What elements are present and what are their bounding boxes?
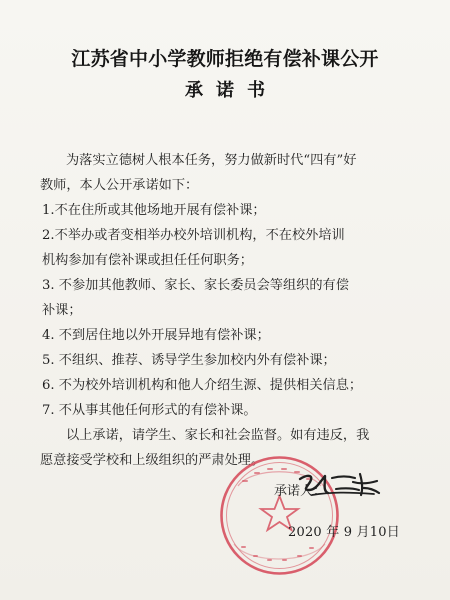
- commitment-body: [40, 148, 414, 473]
- closing-line-2: 愿意接受学校和上级组织的严肃处理。: [40, 453, 265, 468]
- page-title-line-2: 承诺书: [185, 80, 278, 101]
- commitment-item: 6. 不为校外培训机构和他人介绍生源、提供相关信息；: [42, 378, 363, 393]
- commitment-item: 2.不举办或者变相举办校外培训机构，不在校外培训: [42, 228, 345, 243]
- commitment-item: 4. 不到居住地以外开展异地有偿补课；: [42, 328, 270, 343]
- commitment-item: 5. 不组织、推荐、诱导学生参加校内外有偿补课；: [42, 353, 336, 368]
- page-title-line-1: 江苏省中小学教师拒绝有偿补课公开: [71, 48, 379, 70]
- commitment-item: 7. 不从事其他任何形式的有偿补课。: [42, 403, 257, 418]
- closing-line-1: 以上承诺，请学生、家长和社会监督。如有违反，我: [66, 428, 370, 443]
- commitment-item: 1.不在住所或其他场地开展有偿补课；: [42, 203, 266, 218]
- signature-label: 承诺人：: [274, 484, 327, 499]
- intro-line-2: 教师，本人公开承诺如下：: [40, 178, 199, 193]
- commitment-item: 补课；: [42, 303, 82, 318]
- commitment-item: 机构参加有偿补课或担任任何职务；: [42, 253, 253, 268]
- commitment-item: 3. 不参加其他教师、家长、家长委员会等组织的有偿: [42, 278, 349, 293]
- intro-line-1: 为落实立德树人根本任务，努力做新时代“四有”好: [66, 153, 357, 168]
- signature-date: 2020 年 9 月10日: [288, 525, 400, 540]
